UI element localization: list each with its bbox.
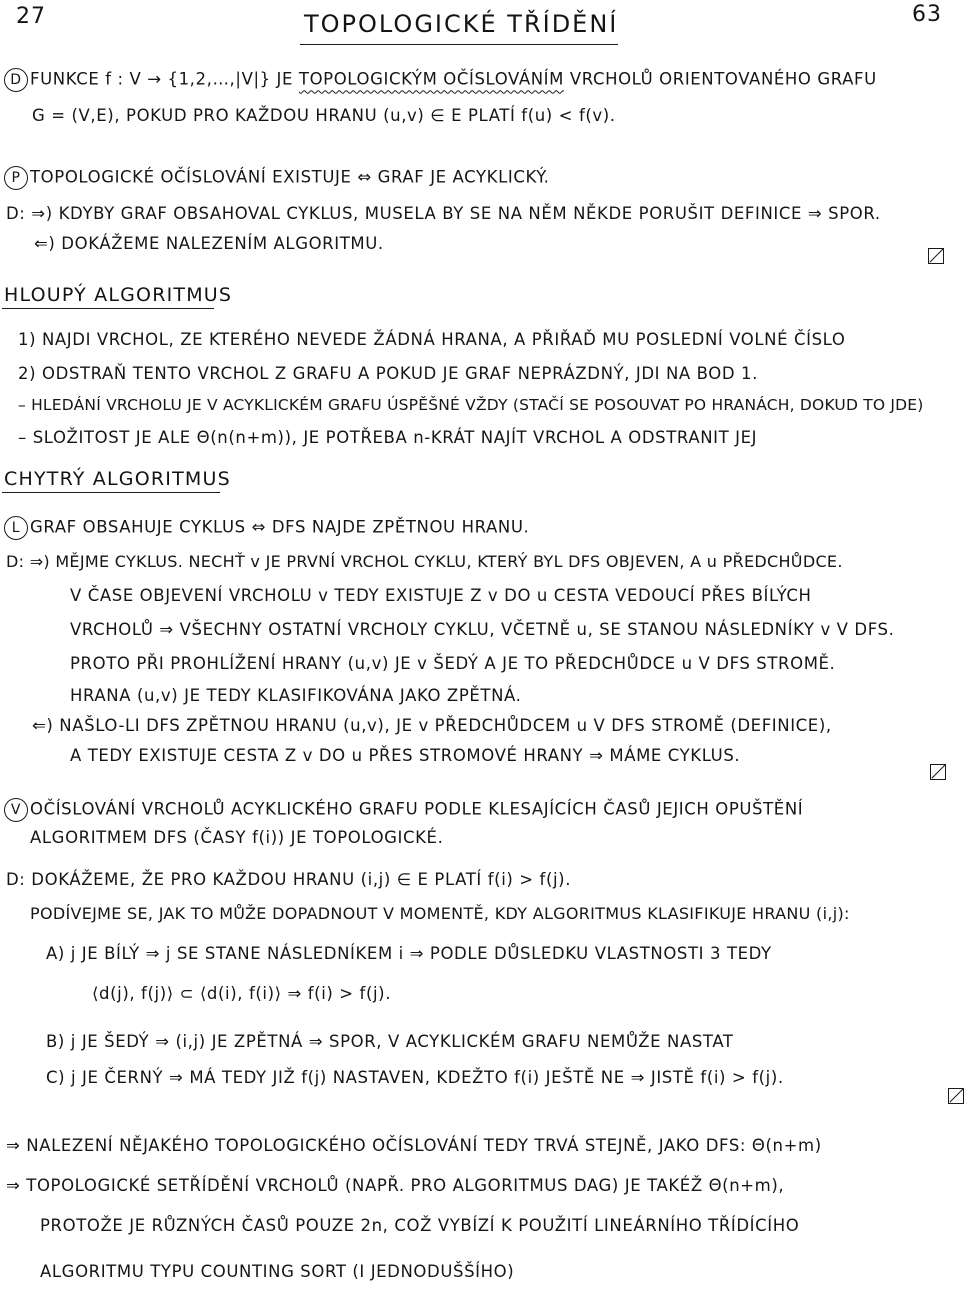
lemma-proof-line-1: D: ⇒) MĚJME CYKLUS. NECHŤ v JE PRVNÍ VRCHOL CYKLU, KTERÝ BYL DFS OBJEVEN, A u PŘEDCHŮDCE. xyxy=(6,552,843,571)
page-number-right: 63 xyxy=(912,2,942,27)
qed-symbol xyxy=(928,248,944,264)
page-title: TOPOLOGICKÉ TŘÍDĚNÍ xyxy=(304,10,619,38)
naive-step-1: 1) NAJDI VRCHOL, ZE KTERÉHO NEVEDE ŽÁDNÁ HRANA, A PŘIŘAĎ MU POSLEDNÍ VOLNÉ ČÍSLO xyxy=(18,330,846,349)
qed-symbol xyxy=(930,764,946,780)
page-number-left: 27 xyxy=(16,4,46,29)
lemma-proof-line-2: V ČASE OBJEVENÍ VRCHOLU v TEDY EXISTUJE Z v DO u CESTA VEDOUCÍ PŘES BÍLÝCH xyxy=(70,586,812,605)
naive-heading-underline xyxy=(2,308,214,309)
theorem-marker: V xyxy=(4,798,28,822)
conclusion-line-2: ⇒ TOPOLOGICKÉ SETŘÍDĚNÍ VRCHOLŮ (NAPŘ. PRO ALGORITMUS DAG) JE TAKÉŽ Θ(n+m), xyxy=(6,1176,785,1195)
lemma-proof-line-3: VRCHOLŮ ⇒ VŠECHNY OSTATNÍ VRCHOLY CYKLU, VČETNĚ u, SE STANOU NÁSLEDNÍKY v V DFS. xyxy=(70,620,895,639)
naive-note-2: – SLOŽITOST JE ALE Θ(n(n+m)), JE POTŘEBA n-KRÁT NAJÍT VRCHOL A ODSTRANIT JEJ xyxy=(18,428,758,447)
conclusion-line-4: ALGORITMU TYPU COUNTING SORT (I JEDNODUŠŠÍHO) xyxy=(40,1262,515,1281)
lemma-proof-line-4: PROTO PŘI PROHLÍŽENÍ HRANY (u,v) JE v ŠEDÝ A JE TO PŘEDCHŮDCE u V DFS STROMĚ. xyxy=(70,654,836,673)
lemma-marker: L xyxy=(4,516,28,540)
proposition-marker: P xyxy=(4,166,28,190)
theorem-statement: OČÍSLOVÁNÍ VRCHOLŮ ACYKLICKÉHO GRAFU PODLE KLESAJÍCÍCH ČASŮ JEJICH OPUŠTĚNÍ xyxy=(30,799,804,819)
theorem-case-b: B) j JE ŠEDÝ ⇒ (i,j) JE ZPĚTNÁ ⇒ SPOR, V ACYKLICKÉM GRAFU NEMŮŽE NASTAT xyxy=(46,1032,734,1051)
conclusion-line-1: ⇒ NALEZENÍ NĚJAKÉHO TOPOLOGICKÉHO OČÍSLOVÁNÍ TEDY TRVÁ STEJNĚ, JAKO DFS: Θ(n+m) xyxy=(6,1136,822,1155)
naive-heading: HLOUPÝ ALGORITMUS xyxy=(4,284,233,306)
lemma-proof-line-6: ⇐) NAŠLO-LI DFS ZPĚTNOU HRANU (u,v), JE v PŘEDCHŮDCEM u V DFS STROMĚ (DEFINICE), xyxy=(32,716,832,735)
qed-symbol xyxy=(948,1088,964,1104)
naive-note-1: – HLEDÁNÍ VRCHOLU JE V ACYKLICKÉM GRAFU ÚSPĚŠNÉ VŽDY (STAČÍ SE POSOUVAT PO HRANÁCH, DOKUD TO JDE) xyxy=(18,396,924,414)
proposition-line-1 xyxy=(4,166,549,190)
definition-marker: D xyxy=(4,68,28,92)
smart-heading: CHYTRÝ ALGORITMUS xyxy=(4,468,231,490)
title-underline xyxy=(300,44,618,45)
proposition-proof-line-2: ⇐) DOKÁŽEME NALEZENÍM ALGORITMU. xyxy=(34,234,384,253)
theorem-proof-line-2: PODÍVEJME SE, JAK TO MŮŽE DOPADNOUT V MOMENTĚ, KDY ALGORITMUS KLASIFIKUJE HRANU (i,j): xyxy=(30,904,850,923)
lemma-proof-line-5: HRANA (u,v) JE TEDY KLASIFIKOVÁNA JAKO ZPĚTNÁ. xyxy=(70,686,522,705)
definition-text-before: FUNKCE f : V → {1,2,…,|V|} JE xyxy=(30,69,299,89)
definition-line-2: G = (V,E), POKUD PRO KAŽDOU HRANU (u,v) ∈ E PLATÍ f(u) < f(v). xyxy=(32,106,616,125)
theorem-case-a-formula: ⟨d(j), f(j)⟩ ⊂ ⟨d(i), f(i)⟩ ⇒ f(i) > f(j). xyxy=(92,984,392,1003)
naive-step-2: 2) ODSTRAŇ TENTO VRCHOL Z GRAFU A POKUD JE GRAF NEPRÁZDNÝ, JDI NA BOD 1. xyxy=(18,364,758,383)
definition-text-after: VRCHOLŮ ORIENTOVANÉHO GRAFU xyxy=(563,69,877,89)
smart-heading-underline xyxy=(2,492,220,493)
theorem-case-a: A) j JE BÍLÝ ⇒ j SE STANE NÁSLEDNÍKEM i ⇒ PODLE DŮSLEDKU VLASTNOSTI 3 TEDY xyxy=(46,944,772,963)
definition-emphasis: TOPOLOGICKÝM OČÍSLOVÁNÍM xyxy=(298,69,564,89)
proposition-statement: TOPOLOGICKÉ OČÍSLOVÁNÍ EXISTUJE ⇔ GRAF JE ACYKLICKÝ. xyxy=(30,167,550,187)
proposition-proof-line-1: D: ⇒) KDYBY GRAF OBSAHOVAL CYKLUS, MUSELA BY SE NA NĚM NĚKDE PORUŠIT DEFINICE ⇒ SPOR. xyxy=(6,204,881,223)
theorem-line-1 xyxy=(4,798,803,822)
theorem-proof-line-1: D: DOKÁŽEME, ŽE PRO KAŽDOU HRANU (i,j) ∈ E PLATÍ f(i) > f(j). xyxy=(6,870,572,889)
lemma-statement: GRAF OBSAHUJE CYKLUS ⇔ DFS NAJDE ZPĚTNOU HRANU. xyxy=(30,517,530,537)
theorem-line-2: ALGORITMEM DFS (ČASY f(i)) JE TOPOLOGICKÉ. xyxy=(30,828,444,847)
theorem-case-c: C) j JE ČERNÝ ⇒ MÁ TEDY JIŽ f(j) NASTAVEN, KDEŽTO f(i) JEŠTĚ NE ⇒ JISTĚ f(i) > f(j). xyxy=(46,1068,784,1087)
lemma-line xyxy=(4,516,529,540)
definition-line-1 xyxy=(4,68,877,92)
lemma-proof-line-7: A TEDY EXISTUJE CESTA Z v DO u PŘES STROMOVÉ HRANY ⇒ MÁME CYKLUS. xyxy=(70,746,741,765)
conclusion-line-3: PROTOŽE JE RŮZNÝCH ČASŮ POUZE 2n, COŽ VYBÍZÍ K POUŽITÍ LINEÁRNÍHO TŘÍDÍCÍHO xyxy=(40,1216,800,1235)
